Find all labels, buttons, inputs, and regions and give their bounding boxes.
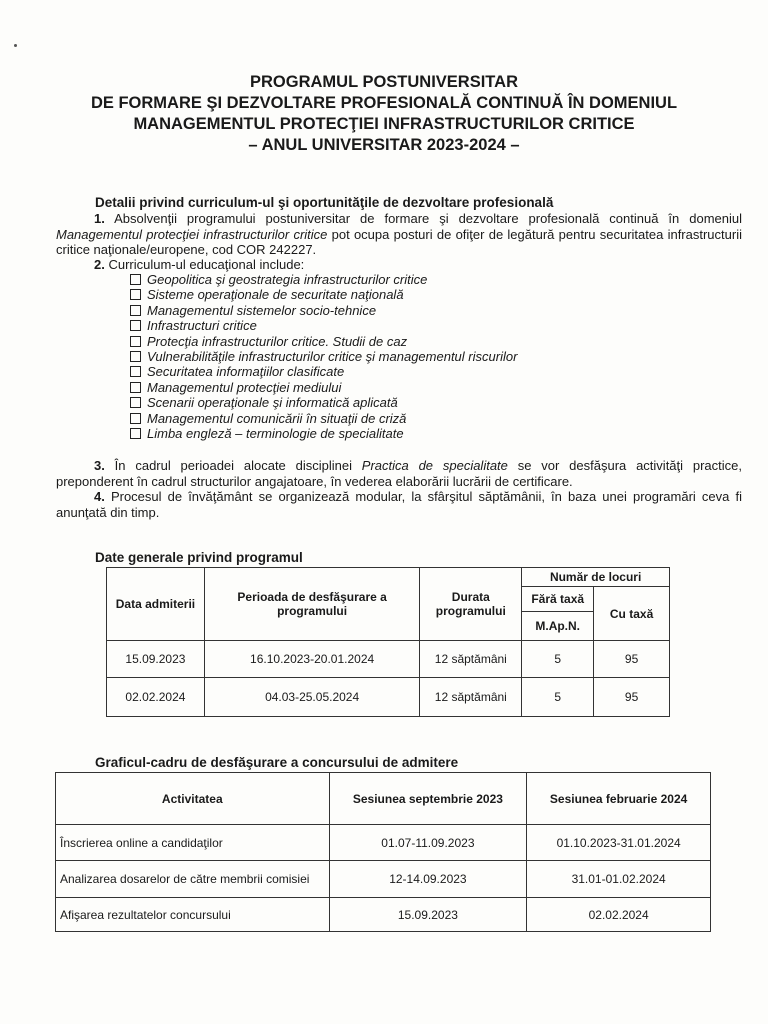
list-item: Geopolitica şi geostrategia infrastructurilor critice <box>130 272 517 287</box>
list-item: Sisteme operaţionale de securitate naţională <box>130 287 517 302</box>
paragraph-3: 3. În cadrul perioadei alocate disciplinei Practica de specialitate se vor desfăşura activităţi practice, preponderent în cadrul structurilor angajatoare, în vederea elaborării lucrării de certificare. <box>56 458 742 489</box>
scan-speck <box>14 44 17 47</box>
cell: 12 săptămâni <box>420 641 522 678</box>
checkbox-icon <box>130 413 141 424</box>
cell: 02.02.2024 <box>527 898 711 932</box>
cell: 01.10.2023-31.01.2024 <box>527 825 711 861</box>
checkbox-icon <box>130 428 141 439</box>
cell: 12 săptămâni <box>420 678 522 717</box>
checkbox-icon <box>130 397 141 408</box>
list-item: Scenarii operaţionale şi informatică aplicată <box>130 395 517 410</box>
checkbox-icon <box>130 336 141 347</box>
checkbox-icon <box>130 382 141 393</box>
paragraph-2: 2. Curriculum-ul educaţional include: <box>94 257 305 272</box>
curriculum-heading: Detalii privind curriculum-ul şi oportunităţile de dezvoltare profesională <box>95 195 554 210</box>
table-row <box>56 825 711 861</box>
list-item: Managementul protecţiei mediului <box>130 380 517 395</box>
header-activity: Activitatea <box>56 773 330 825</box>
checkbox-icon <box>130 305 141 316</box>
cell: 5 <box>522 641 594 678</box>
table-row <box>107 641 670 678</box>
cell: 16.10.2023-20.01.2024 <box>204 641 420 678</box>
general-heading: Date generale privind programul <box>95 550 303 565</box>
header-places: Număr de locuri <box>522 568 670 587</box>
table-row <box>107 678 670 717</box>
title-line-3: MANAGEMENTUL PROTECŢIEI INFRASTRUCTURILOR CRITICE <box>133 115 635 133</box>
header-free: Fără taxă <box>522 587 594 612</box>
cell: 02.02.2024 <box>107 678 205 717</box>
table-row <box>56 861 711 898</box>
checkbox-icon <box>130 274 141 285</box>
header-paid: Cu taxă <box>594 587 670 641</box>
cell: 95 <box>594 641 670 678</box>
checkbox-icon <box>130 320 141 331</box>
list-item: Protecţia infrastructurilor critice. Studii de caz <box>130 334 517 349</box>
header-feb: Sesiunea februarie 2024 <box>527 773 711 825</box>
list-item: Infrastructuri critice <box>130 318 517 333</box>
header-sept: Sesiunea septembrie 2023 <box>329 773 527 825</box>
cell: 95 <box>594 678 670 717</box>
cell: 15.09.2023 <box>329 898 527 932</box>
cell: 15.09.2023 <box>107 641 205 678</box>
list-item: Vulnerabilităţile infrastructurilor critice şi managementul riscurilor <box>130 349 517 364</box>
general-table <box>106 567 670 717</box>
list-item: Managementul comunicării în situaţii de criză <box>130 411 517 426</box>
header-map: M.Ap.N. <box>522 612 594 641</box>
checkbox-icon <box>130 289 141 300</box>
header-period: Perioada de desfăşurare a programului <box>204 568 420 641</box>
table-row <box>56 898 711 932</box>
cell: 01.07-11.09.2023 <box>329 825 527 861</box>
cell: Analizarea dosarelor de către membrii comisiei <box>56 861 330 898</box>
title-line-4: – ANUL UNIVERSITAR 2023-2024 – <box>248 136 520 154</box>
admission-heading: Graficul-cadru de desfăşurare a concursului de admitere <box>95 755 459 770</box>
curriculum-list <box>130 272 517 441</box>
cell: 04.03-25.05.2024 <box>204 678 420 717</box>
cell: 31.01-01.02.2024 <box>527 861 711 898</box>
cell: 5 <box>522 678 594 717</box>
checkbox-icon <box>130 351 141 362</box>
list-item: Limba engleză – terminologie de specialitate <box>130 426 517 441</box>
cell: Afişarea rezultatelor concursului <box>56 898 330 932</box>
header-duration: Durata programului <box>420 568 522 641</box>
list-item: Securitatea informaţiilor clasificate <box>130 364 517 379</box>
paragraph-1: 1. Absolvenţii programului postuniversitar de formare şi dezvoltare profesională continuă în domeniul Managementul protecţiei infrastructurilor critice pot ocupa posturi de ofiţer de legătură pentru securitatea infrastructurii critice naţionale/europene, cod COR 242227. <box>56 211 742 257</box>
title-line-1: PROGRAMUL POSTUNIVERSITAR <box>250 73 518 91</box>
header-date: Data admiterii <box>107 568 205 641</box>
list-item: Managementul sistemelor socio-tehnice <box>130 303 517 318</box>
checkbox-icon <box>130 366 141 377</box>
admission-table <box>55 772 711 932</box>
cell: 12-14.09.2023 <box>329 861 527 898</box>
paragraph-4: 4. Procesul de învăţământ se organizează modular, la sfârşitul săptămânii, în baza unei programări ceva fi anunţată din timp. <box>56 489 742 520</box>
title-line-2: DE FORMARE ŞI DEZVOLTARE PROFESIONALĂ CONTINUĂ ÎN DOMENIUL <box>90 94 678 112</box>
cell: Înscrierea online a candidaţilor <box>56 825 330 861</box>
